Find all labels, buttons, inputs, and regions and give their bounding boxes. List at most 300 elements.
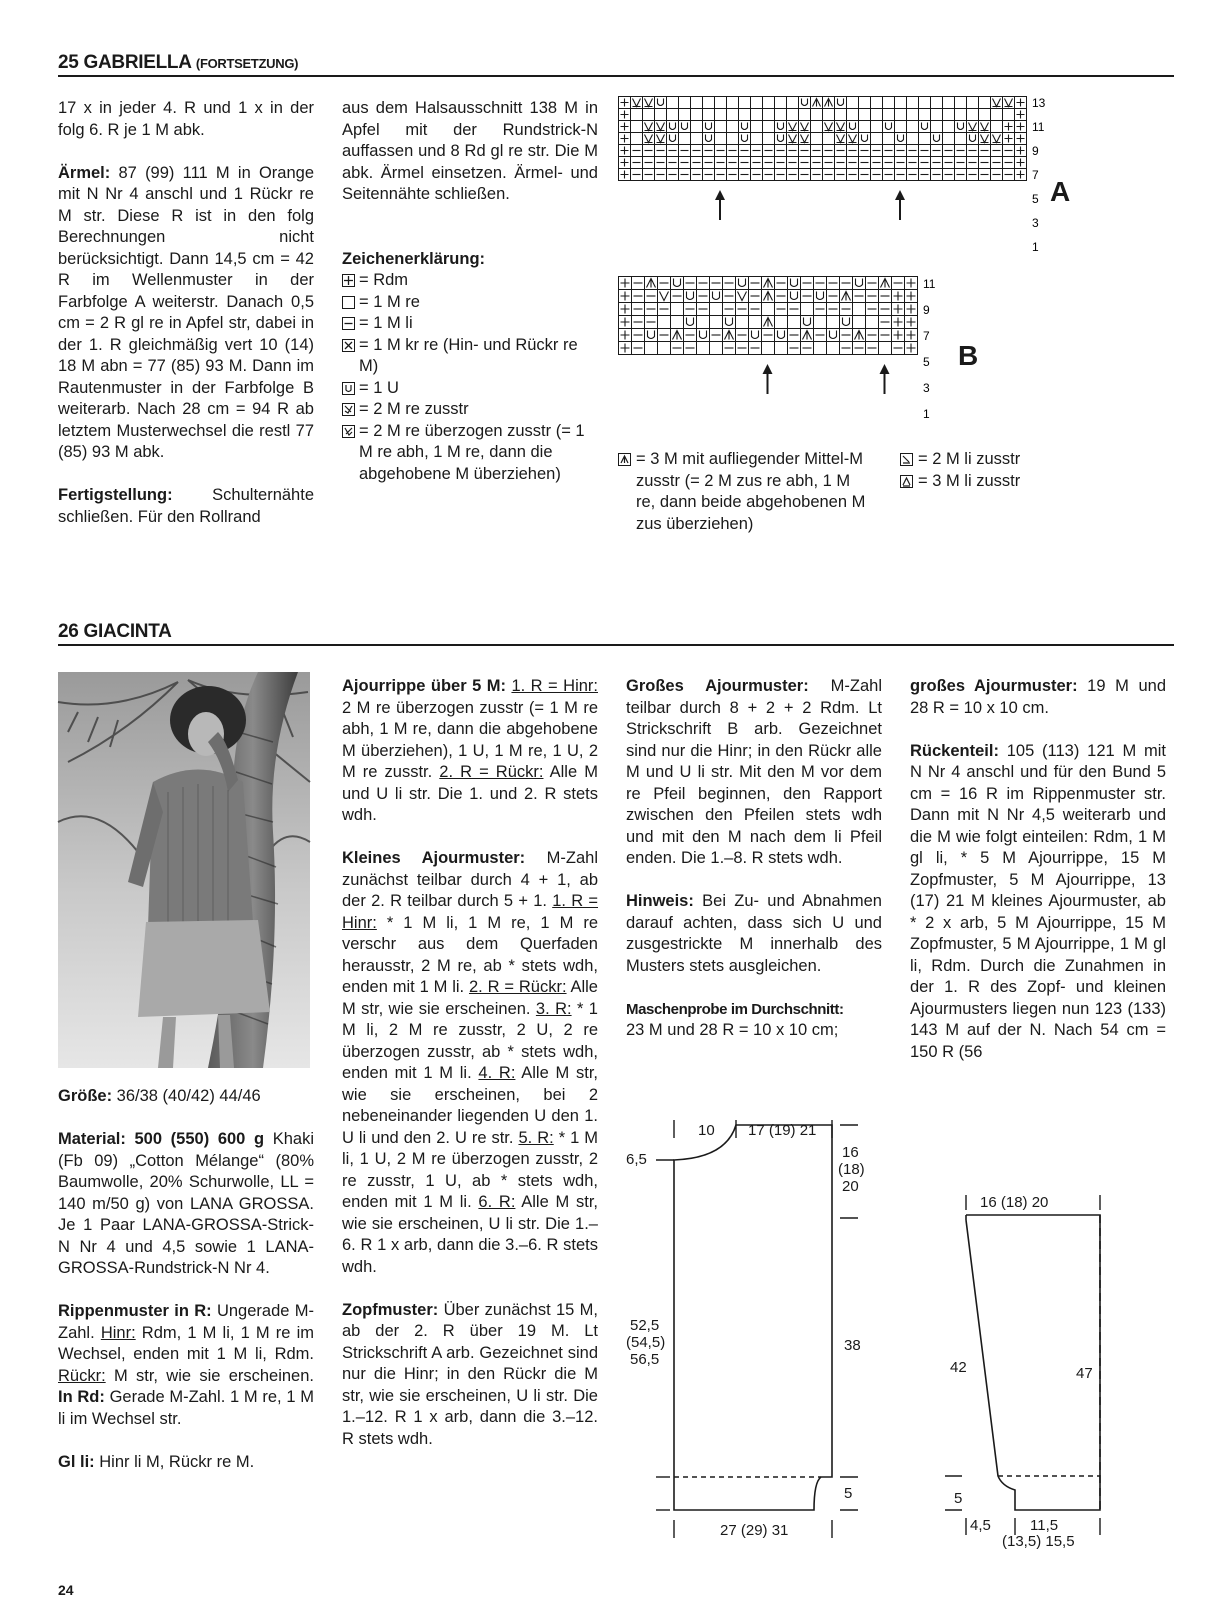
paragraph-glli	[58, 1452, 314, 1474]
chart-b-cell	[671, 277, 684, 290]
chart-a-cell	[703, 133, 715, 145]
paragraph-grosses-ajour	[626, 676, 882, 870]
chart-b-cell	[866, 316, 879, 329]
chart-a-arrow-head	[895, 190, 905, 200]
chart-b-cell	[749, 316, 762, 329]
chart-a-row-number: 5	[1032, 192, 1039, 206]
paragraph-text: 36/38 (40/42) 44/46	[112, 1087, 261, 1105]
chart-a-cell	[703, 121, 715, 133]
paragraph-text: Alle M str, wie sie erscheinen.	[342, 978, 598, 1018]
chart-b-cell	[801, 303, 814, 316]
chart-a-label: A	[1050, 176, 1071, 207]
paragraph-text: * 1 M li, 1 M re, 1 M re verschr aus dem Querfaden herausstr, 2 M re, ab * stets wdh, enden mit 1 M li.	[342, 913, 598, 996]
chart-b-label: B	[958, 340, 979, 371]
chart-b-arrow-head	[880, 364, 890, 374]
section-26-title: 26 GIACINTA	[58, 621, 172, 642]
legend-text: = 2 M li zusstr	[918, 450, 1021, 468]
sleeve-outline	[966, 1215, 1100, 1510]
chart-a-cell	[655, 109, 667, 121]
chart-b-row-number: 9	[923, 303, 930, 317]
chart-a-cell	[631, 133, 643, 145]
chart-a-cell	[775, 133, 787, 145]
chart-b-cell	[684, 290, 697, 303]
chart-a-cell	[667, 121, 679, 133]
chart-b	[618, 276, 948, 421]
chart-a-cell	[631, 121, 643, 133]
chart-a-cell	[727, 133, 739, 145]
chart-b-cell	[814, 316, 827, 329]
chart-a-cell	[715, 121, 727, 133]
chart-b-grid	[619, 277, 918, 355]
chart-b-cell	[775, 316, 788, 329]
chart-a-cell	[643, 109, 655, 121]
paragraph-text: 2 M re überzogen zusstr (= 1 M re abh, 1 M re, dann die abgehobene M überziehen), 1 U, 1 M re, 1 U, 2 M re zusstr.	[342, 698, 598, 781]
chart-a-cell	[763, 97, 775, 109]
chart-a-cell	[739, 121, 751, 133]
legend-item	[342, 421, 598, 486]
chart-b-cell	[827, 329, 840, 342]
chart-b-cell	[801, 316, 814, 329]
chart-a-cell	[943, 97, 955, 109]
dim-sleeve-left: 42	[950, 1359, 967, 1376]
chart-b-cell	[788, 277, 801, 290]
chart-a-cell	[859, 133, 871, 145]
paragraph-ajourrippe	[342, 676, 598, 827]
chart-b-cell	[645, 342, 658, 355]
chart-b-cell	[710, 290, 723, 303]
chart-a-cell	[679, 121, 691, 133]
chart-a-arrow-head	[715, 190, 725, 200]
legend-text: = 1 M kr re (Hin- und Rückr re M)	[359, 335, 578, 375]
legend-text: = 3 M li zusstr	[918, 472, 1021, 490]
chart-a-cell	[871, 97, 883, 109]
chart-a-cell	[943, 121, 955, 133]
ssk-icon	[342, 425, 355, 438]
chart-a-cell	[919, 121, 931, 133]
paragraph: 17 x in jeder 4. R und 1 x in der folg 6. R je 1 M abk.	[58, 99, 314, 139]
section-25-column-1	[58, 98, 314, 550]
dim-left-c: 56,5	[630, 1351, 660, 1368]
chart-a-cell	[859, 121, 871, 133]
chart-a-cell	[691, 97, 703, 109]
model-photo-image	[58, 672, 310, 1068]
edge-stitch-icon	[342, 274, 355, 287]
chart-a-cell	[703, 97, 715, 109]
chart-a-cell	[955, 97, 967, 109]
chart-a-cell	[955, 109, 967, 121]
legend	[342, 249, 598, 486]
purl-icon	[342, 317, 355, 330]
section-26-rule	[58, 644, 1174, 646]
chart-a-cell	[691, 109, 703, 121]
dim-sleeve-bottom-a: 4,5	[970, 1517, 991, 1534]
chart-b-row-number: 3	[923, 381, 930, 395]
chart-a-cell	[907, 109, 919, 121]
chart-a-cell	[931, 109, 943, 121]
chart-a-cell	[847, 121, 859, 133]
row-label: 2. R = Rückr:	[468, 978, 567, 996]
paragraph-heading: Rippenmuster in R:	[58, 1302, 212, 1320]
chart-a-row-number: 3	[1032, 216, 1039, 230]
chart-a-cell	[811, 121, 823, 133]
row-label: 2. R = Rückr:	[439, 763, 544, 781]
chart-a-cell	[895, 121, 907, 133]
paragraph-text: Alle M str, wie sie erscheinen, bei 2 nebeneinander liegenden U den 1. U li und den 2. U re str.	[342, 1064, 598, 1147]
chart-a-cell	[763, 109, 775, 121]
p3tog-icon	[900, 475, 913, 488]
body-outline	[674, 1125, 832, 1510]
chart-b-cell	[684, 316, 697, 329]
section-26-column-3	[626, 676, 882, 1063]
paragraph-text: Alle M str, wie sie erscheinen, U li str. Die 1.–6. R 1 x arb, dann die 3.–6. R stets wdh.	[342, 1193, 598, 1276]
chart-b-cell	[788, 290, 801, 303]
chart-a-cell	[931, 133, 943, 145]
chart-b-cell	[658, 316, 671, 329]
chart-a-cell	[799, 97, 811, 109]
section-25-rule	[58, 75, 1174, 77]
section-25-title	[58, 52, 298, 74]
chart-a-cell	[703, 109, 715, 121]
cdd-icon	[618, 453, 631, 466]
paragraph-kleines-ajour	[342, 848, 598, 1278]
chart-a-cell	[775, 109, 787, 121]
chart-a-cell	[859, 109, 871, 121]
paragraph-heading: Maschenprobe im Durchschnitt:	[626, 1000, 844, 1018]
chart-a-cell	[787, 97, 799, 109]
chart-a-cell	[967, 109, 979, 121]
paragraph-heading: Gl li:	[58, 1452, 95, 1471]
chart-a-cell	[823, 133, 835, 145]
paragraph-heading: Ärmel:	[58, 163, 111, 182]
paragraph-gauge	[910, 676, 1166, 719]
chart-b-cell	[710, 303, 723, 316]
chart-a-cell	[775, 121, 787, 133]
chart-a-cell	[871, 133, 883, 145]
dim-left-a: 52,5	[630, 1317, 660, 1334]
paragraph-heading: Ajourrippe über 5 M:	[342, 677, 506, 695]
chart-b-cell	[775, 329, 788, 342]
chart-a-row-number: 1	[1032, 240, 1039, 254]
paragraph-maschenprobe	[626, 999, 882, 1042]
chart-b-cell	[736, 277, 749, 290]
chart-a-cell	[883, 97, 895, 109]
p2tog-icon	[900, 453, 913, 466]
chart-a-cell	[727, 121, 739, 133]
row-label: Rückr:	[58, 1366, 106, 1385]
section-25-column-2	[342, 98, 598, 485]
chart-a-cell	[763, 133, 775, 145]
chart-a-cell	[751, 121, 763, 133]
section-26-column-4	[910, 676, 1166, 1085]
paragraph-heading: Großes Ajourmuster:	[626, 677, 809, 695]
dim-top-left: 10	[698, 1122, 715, 1139]
chart-b-cell	[762, 342, 775, 355]
chart-b-cell	[814, 290, 827, 303]
paragraph-heading: Rückenteil:	[910, 741, 999, 760]
legend-item	[900, 471, 1100, 493]
legend-text: = 1 M re	[359, 292, 420, 311]
chart-a-cell	[679, 97, 691, 109]
chart-a-cell	[739, 109, 751, 121]
paragraph-text: Khaki (Fb 09) „Cotton Mélange“ (80% Baumwolle, 20% Schurwolle, LL = 140 m/50 g) von LANA GROSSA. Je 1 Paar LANA-GROSSA-Strick-N Nr 4 und 4,5 sowie 1 LANA-GROSSA-Rundstrick-N Nr 4.	[58, 1130, 314, 1277]
chart-a-cell	[835, 109, 847, 121]
paragraph-heading: Hinweis:	[626, 892, 694, 910]
knit-icon	[342, 296, 355, 309]
paragraph-text: 19 M und 28 R = 10 x 10 cm.	[910, 677, 1166, 717]
paragraph-text: Bei Zu- und Abnahmen darauf achten, dass sich U und zusgestrickte M innerhalb des Musters stets ausgleichen.	[626, 892, 882, 975]
chart-a-cell	[871, 121, 883, 133]
chart-a-cell	[895, 97, 907, 109]
row-label: 6. R:	[478, 1193, 516, 1211]
chart-a-cell	[763, 121, 775, 133]
paragraph-text: Ungerade M-Zahl.	[58, 1302, 314, 1342]
dim-sleeve-right: 47	[1076, 1365, 1093, 1382]
chart-b-cell	[749, 329, 762, 342]
chart-a-cell	[811, 133, 823, 145]
paragraph-text: * 1 M li, 2 M re zusstr, 2 U, 2 re überzogen zusstr, ab * stets wdh, enden mit 1 M li.	[342, 999, 598, 1082]
paragraph-heading: großes Ajourmuster:	[910, 677, 1078, 695]
paragraph-text: Gerade M-Zahl. 1 M re, 1 M li im Wechsel str.	[58, 1388, 314, 1428]
chart-a-cell	[775, 97, 787, 109]
section-25-heading: 25 GABRIELLA	[58, 52, 191, 73]
paragraph-text: * 1 M li, 1 U, 2 M re überzogen zusstr, 2 re zusstr, 1 U, ab * stets wdh, enden mit 1 M li.	[342, 1128, 598, 1211]
dim-sleeve-bottom-c: (13,5) 15,5	[1002, 1533, 1075, 1550]
chart-a-cell	[715, 97, 727, 109]
chart-a-cell	[655, 97, 667, 109]
chart-a-cell	[691, 133, 703, 145]
paragraph-aermel	[58, 163, 314, 464]
dim-left-b: (54,5)	[626, 1334, 666, 1351]
paragraph-hinweis	[626, 891, 882, 977]
chart-a-cell	[991, 109, 1003, 121]
chart-a-cell	[667, 133, 679, 145]
dim-bottom-height: 5	[844, 1485, 853, 1502]
row-label: 4. R:	[478, 1064, 516, 1082]
chart-a-cell	[835, 97, 847, 109]
paragraph-material	[58, 1129, 314, 1280]
row-label: 1. R = Hinr:	[511, 677, 598, 695]
paragraph-text: Alle M und U li str. Die 1. und 2. R stets wdh.	[342, 763, 598, 824]
chart-a	[618, 96, 1046, 254]
legend-text: = 2 M re überzogen zusstr (= 1 M re abh, 1 M re, dann die abgehobene M überziehen)	[359, 421, 585, 483]
chart-a-cell	[667, 97, 679, 109]
chart-a-cell	[883, 133, 895, 145]
chart-b-cell	[723, 316, 736, 329]
chart-b-cell	[853, 303, 866, 316]
chart-a-cell	[751, 109, 763, 121]
dim-bottom-width: 27 (29) 31	[720, 1522, 789, 1539]
legend-text: = 1 U	[359, 378, 399, 397]
chart-b-arrow-head	[763, 364, 773, 374]
chart-a-cell	[931, 97, 943, 109]
chart-a-cell	[931, 121, 943, 133]
paragraph-text: M-Zahl teilbar durch 8 + 2 + 2 Rdm. Lt Strickschrift B arb. Gezeichnet sind nur die Hinr; in den Rückr alle M und U li str. Mit den M vor dem re Pfeil beginnen, den Rapport zwischen den Pfeilen stets wdh und mit den M nach dem li Pfeil enden. Die 1.–8. R stets wdh.	[626, 677, 882, 867]
paragraph: aus dem Halsausschnitt 138 M in Apfel mit der Rundstrick-N auffassen und 8 Rd gl re str. Die M abk. Ärmel einsetzen. Ärmel- und Seitennähte schließen.	[342, 99, 598, 203]
chart-b-cell	[853, 277, 866, 290]
paragraph-text: M-Zahl zunächst teilbar durch 4 + 1, ab der 2. R teilbar durch 5 + 1.	[342, 849, 598, 910]
legend-item	[900, 449, 1100, 471]
row-label: 3. R:	[535, 999, 572, 1018]
paragraph-fertigstellung	[58, 485, 314, 528]
chart-a-row-number: 13	[1032, 96, 1046, 110]
legend-item	[342, 335, 598, 378]
legend-item	[342, 270, 598, 292]
chart-b-row-number: 7	[923, 329, 930, 343]
chart-a-cell	[895, 109, 907, 121]
chart-b-cell	[762, 303, 775, 316]
chart-a-cell	[979, 109, 991, 121]
paragraph-heading: In Rd:	[58, 1388, 105, 1406]
chart-a-cell	[955, 133, 967, 145]
chart-b-cell	[697, 316, 710, 329]
chart-b-cell	[671, 316, 684, 329]
legend-item	[618, 449, 868, 535]
chart-a-cell	[1003, 109, 1015, 121]
chart-b-cell	[788, 316, 801, 329]
chart-b-cell	[645, 329, 658, 342]
paragraph-zopf	[342, 1300, 598, 1451]
dim-sleeve-bottom-b: 11,5	[1030, 1517, 1059, 1534]
paragraph-heading: Kleines Ajourmuster:	[342, 849, 526, 867]
dim-right-mid: 38	[844, 1337, 861, 1354]
legend-text: = 2 M re zusstr	[359, 400, 469, 418]
chart-b-cell	[697, 329, 710, 342]
chart-b-row-number: 1	[923, 407, 930, 421]
legend-text: = Rdm	[359, 271, 409, 289]
chart-a-cell	[943, 133, 955, 145]
chart-b-row-number: 11	[923, 277, 936, 291]
paragraph-heading: Zopfmuster:	[342, 1300, 439, 1319]
chart-b-cell	[814, 342, 827, 355]
chart-a-cell	[751, 133, 763, 145]
chart-a-cell	[907, 121, 919, 133]
chart-a-cell	[679, 133, 691, 145]
chart-a-cell	[907, 97, 919, 109]
row-label: 1. R = Hinr:	[342, 892, 598, 932]
paragraph-text: Schulternähte schließen. Für den Rollrand	[58, 486, 314, 526]
chart-b-cell	[853, 316, 866, 329]
paragraph-heading: Fertigstellung:	[58, 486, 173, 504]
paragraph-text: Rdm, 1 M li, 1 M re im Wechsel, enden mit 1 M li, Rdm.	[58, 1323, 314, 1363]
chart-a-row-number: 11	[1032, 120, 1045, 134]
chart-a-cell	[907, 133, 919, 145]
paragraph-text: M str, wie sie erscheinen.	[105, 1366, 314, 1385]
body-schematic	[626, 1120, 896, 1540]
dim-sleeve-cuff: 5	[954, 1490, 963, 1507]
paragraph-text: 23 M und 28 R = 10 x 10 cm;	[626, 1021, 839, 1039]
chart-a-cell	[895, 133, 907, 145]
chart-a-cell	[739, 133, 751, 145]
legend-item	[342, 378, 598, 400]
legend-text: = 3 M mit aufliegender Mittel-M zusstr (= 2 M zus re abh, 1 M re, dann beide abgehobenen M zus überziehen)	[636, 450, 866, 533]
section-25-subtitle: (FORTSETZUNG)	[195, 56, 299, 71]
chart-a-cell	[787, 109, 799, 121]
dim-right-a: 16	[842, 1144, 859, 1161]
chart-a-cell	[871, 109, 883, 121]
chart-a-cell	[631, 109, 643, 121]
dim-top-right: 17 (19) 21	[748, 1122, 817, 1139]
chart-b-cell	[827, 342, 840, 355]
dim-right-b: (18)	[838, 1161, 865, 1178]
chart-b-cell	[671, 303, 684, 316]
chart-a-cell	[799, 109, 811, 121]
chart-a-cell	[727, 109, 739, 121]
row-label: 5. R:	[518, 1128, 554, 1147]
chart-a-cell	[919, 133, 931, 145]
chart-a-cell	[823, 109, 835, 121]
chart-a-cell	[979, 97, 991, 109]
chart-a-cell	[967, 133, 979, 145]
chart-a-cell	[739, 97, 751, 109]
paragraph-heading: Größe:	[58, 1087, 113, 1105]
paragraph-text: 87 (99) 111 M in Orange mit N Nr 4 anschl und 1 Rückr re M str. Diese R ist in den folg Berechnungen nicht berücksichtigt. Dann 14,5 cm = 42 R im Wellenmuster in der Farbfolge A weiterstr. Danach 0,5 cm = 2 R gl re in Apfel str, dabei in der 1. R gleichmäßig vert 10 (14) 18 M abn = 77 (85) 93 M. Dann im Rautenmuster in der Farbfolge B weiterarb. Nach 28 cm = 94 R ab letztem Musterwechsel die restl 77 (85) 93 M abk.	[58, 163, 314, 461]
model-photo	[58, 672, 310, 1068]
chart-b-cell	[658, 342, 671, 355]
chart-a-row-number: 9	[1032, 144, 1039, 158]
dim-neck-depth: 6,5	[626, 1151, 647, 1168]
twisted-knit-icon	[342, 339, 355, 352]
chart-a-cell	[847, 109, 859, 121]
chart-a-cell	[679, 109, 691, 121]
legend-text: = 1 M li	[359, 314, 413, 332]
chart-a-cell	[943, 109, 955, 121]
paragraph-text: Über zunächst 15 M, ab der 2. R über 19 M. Lt Strickschrift A arb. Gezeichnet sind nur die Hinr; in den Rückr die M str, wie sie erscheinen, U li str. Die 1.–12. R 1 x arb, dann die 3.–12. R stets wdh.	[342, 1300, 598, 1448]
yarn-over-icon	[342, 382, 355, 395]
k2tog-icon	[342, 403, 355, 416]
row-label: Hinr:	[100, 1323, 136, 1342]
chart-b-cell	[736, 316, 749, 329]
paragraph-rueckenteil	[910, 741, 1166, 1064]
section-26-column-1	[58, 1086, 314, 1495]
dim-sleeve-top: 16 (18) 20	[980, 1194, 1049, 1211]
sleeve-schematic	[940, 1190, 1110, 1550]
chart-a-cell	[919, 97, 931, 109]
chart-a-cell	[883, 121, 895, 133]
chart-a-cell	[667, 109, 679, 121]
paragraph-text: Hinr li M, Rückr re M.	[94, 1452, 255, 1471]
dim-right-c: 20	[842, 1178, 859, 1195]
chart-a-cell	[991, 121, 1003, 133]
chart-b-cell	[710, 316, 723, 329]
chart-a-grid	[619, 97, 1027, 181]
chart-a-cell	[751, 97, 763, 109]
legend-item	[342, 292, 598, 314]
page-number: 24	[58, 1582, 74, 1598]
paragraph-size	[58, 1086, 314, 1108]
chart-b-cell	[840, 316, 853, 329]
chart-b-cell	[879, 342, 892, 355]
chart-b-row-number: 5	[923, 355, 930, 369]
paragraph-rib	[58, 1301, 314, 1430]
chart-a-cell	[691, 121, 703, 133]
chart-a-cell	[715, 133, 727, 145]
chart-a-cell	[967, 97, 979, 109]
chart-a-cell	[715, 109, 727, 121]
legend-title: Zeichenerklärung:	[342, 249, 486, 268]
chart-b-cell	[827, 316, 840, 329]
chart-a-cell	[847, 97, 859, 109]
chart-a-cell	[727, 97, 739, 109]
chart-a-cell	[859, 97, 871, 109]
section-26-column-2	[342, 676, 598, 1472]
legend-item	[342, 313, 598, 335]
chart-b-cell	[775, 342, 788, 355]
chart-b-cell	[710, 342, 723, 355]
paragraph-heading: Material: 500 (550) 600 g	[58, 1130, 265, 1148]
legend-item	[342, 399, 598, 421]
chart-b-cell	[697, 342, 710, 355]
chart-a-row-number: 7	[1032, 168, 1039, 182]
